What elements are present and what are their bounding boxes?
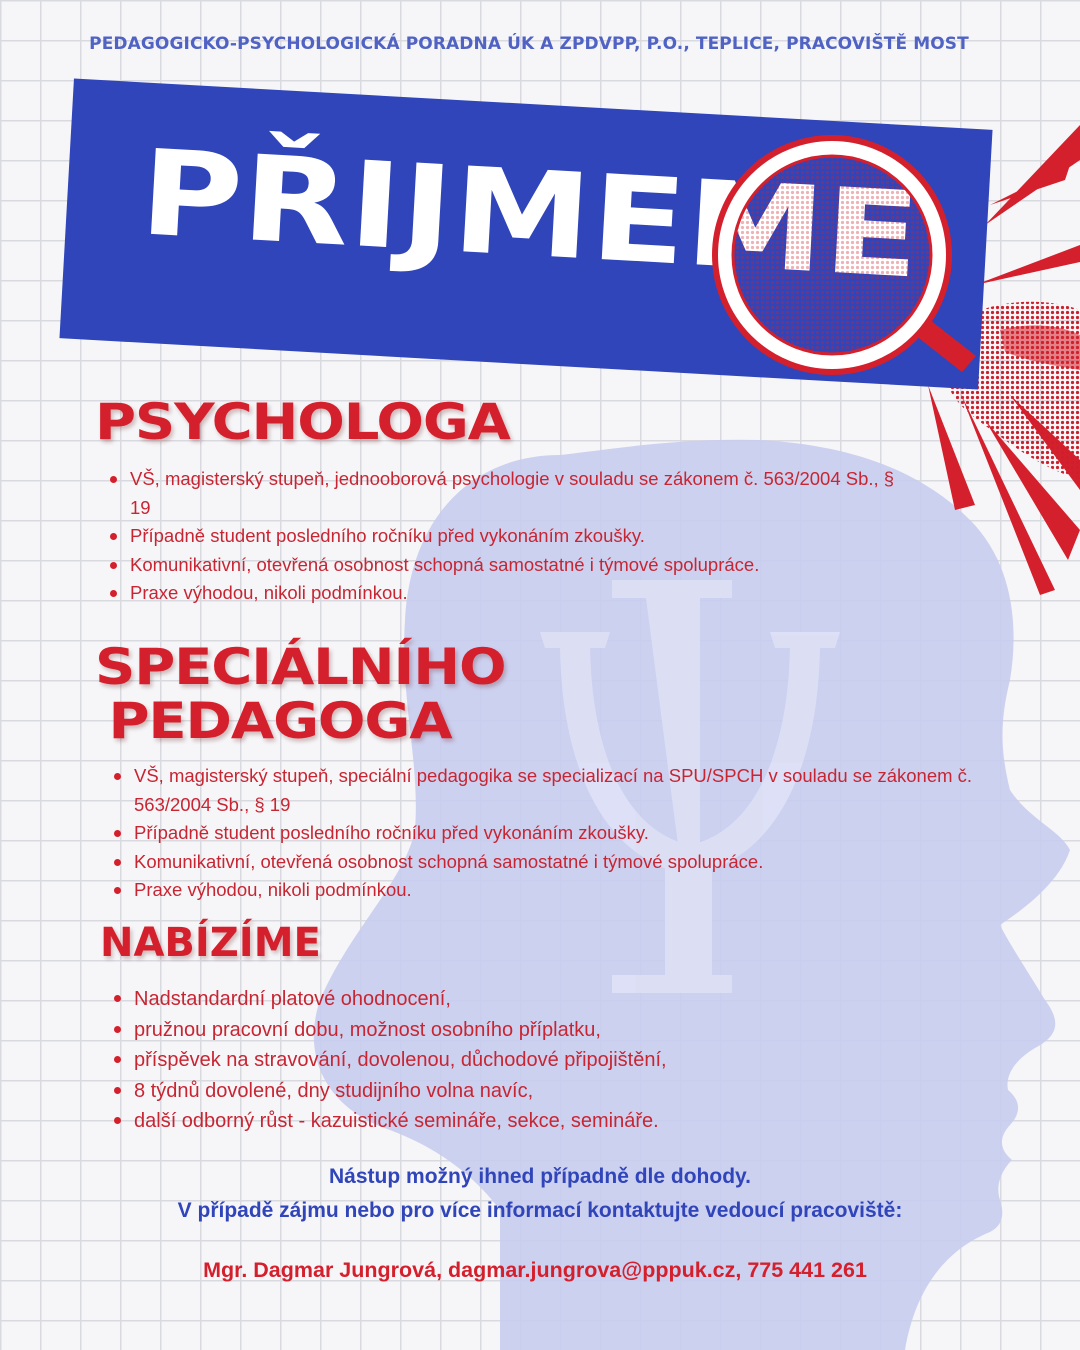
start-line: Nástup možný ihned případně dle dohody.	[329, 1165, 751, 1188]
requirements-specialniho-pedagoga	[112, 762, 994, 905]
list-item: Praxe výhodou, nikoli podmínkou.	[130, 579, 900, 608]
offer-list	[112, 984, 1014, 1137]
heading-specialniho-pedagoga	[95, 640, 505, 748]
list-item: příspěvek na stravování, dovolenou, důchodové připojištění,	[134, 1045, 1014, 1076]
list-item: 8 týdnů dovolené, dny studijního volna navíc,	[134, 1076, 1014, 1107]
heading-psychologa: PSYCHOLOGA	[95, 393, 510, 451]
organization-name: PEDAGOGICKO-PSYCHOLOGICKÁ PORADNA ÚK A ZPDVPP, P.O., TEPLICE, PRACOVIŠTĚ MOST	[89, 34, 969, 54]
requirements-psychologa	[108, 465, 900, 608]
list-item: VŠ, magisterský stupeň, speciální pedagogika se specializací na SPU/SPCH v souladu se zákonem č. 563/2004 Sb., § 19	[134, 762, 994, 819]
page-title: PŘIJMEME	[136, 123, 924, 305]
list-item: Případně student posledního ročníku před vykonáním zkoušky.	[134, 819, 994, 848]
contact-info: Mgr. Dagmar Jungrová, dagmar.jungrova@pppuk.cz, 775 441 261	[203, 1258, 867, 1282]
list-item: Případně student posledního ročníku před vykonáním zkoušky.	[130, 522, 900, 551]
heading-nabizime: NABÍZÍME	[100, 920, 321, 966]
list-item: Komunikativní, otevřená osobnost schopná samostatné i týmové spolupráce.	[134, 848, 994, 877]
list-item: Praxe výhodou, nikoli podmínkou.	[134, 876, 994, 905]
list-item: Nadstandardní platové ohodnocení,	[134, 984, 1014, 1015]
list-item: pružnou pracovní dobu, možnost osobního příplatku,	[134, 1015, 1014, 1046]
heading-line: SPECIÁLNÍHO	[95, 638, 506, 696]
contact-prompt: V případě zájmu nebo pro více informací kontaktujte vedoucí pracoviště:	[177, 1199, 903, 1222]
heading-line: PEDAGOGA	[108, 692, 452, 750]
list-item: VŠ, magisterský stupeň, jednooborová psychologie v souladu se zákonem č. 563/2004 Sb., § 19	[130, 465, 900, 522]
list-item: Komunikativní, otevřená osobnost schopná samostatné i týmové spolupráce.	[130, 551, 900, 580]
list-item: další odborný růst - kazuistické semináře, sekce, semináře.	[134, 1106, 1014, 1137]
